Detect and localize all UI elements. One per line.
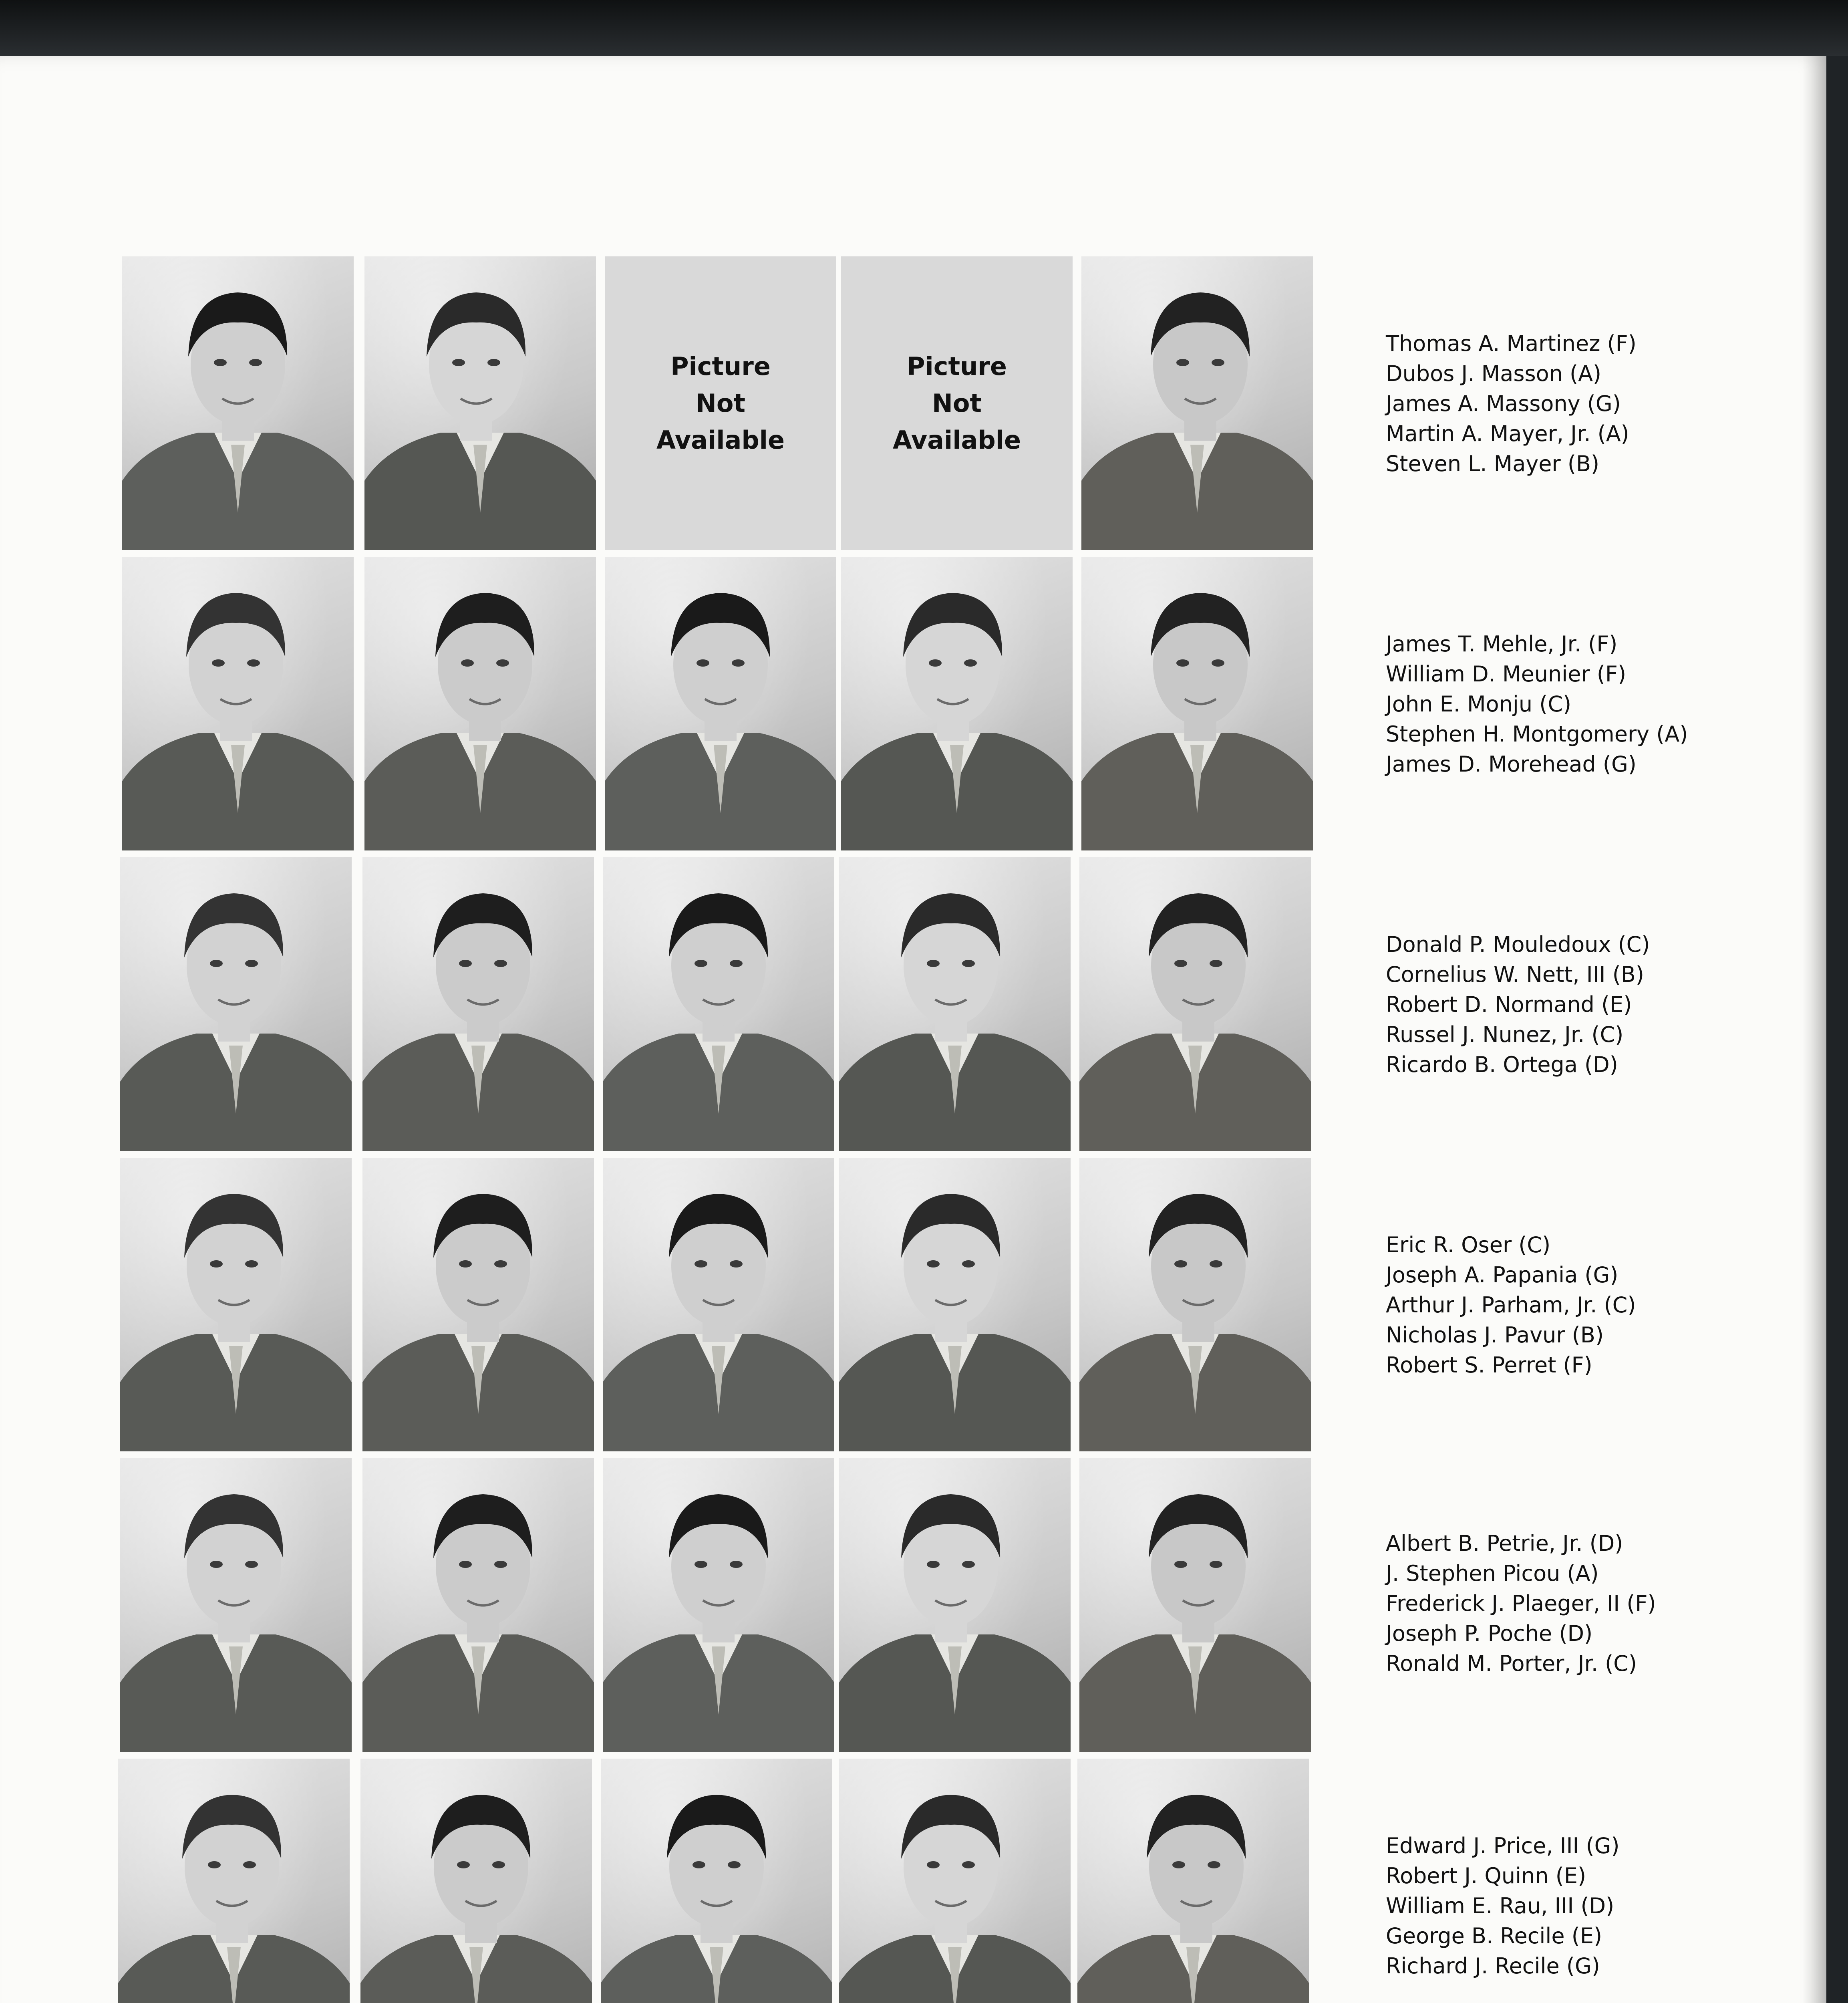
student-name: James D. Morehead (G): [1386, 752, 1637, 777]
student-portrait: [841, 557, 1073, 850]
student-portrait: [1079, 857, 1311, 1151]
student-name: James T. Mehle, Jr. (F): [1386, 631, 1618, 657]
student-portrait: [603, 1458, 834, 1752]
student-portrait: [362, 1458, 594, 1752]
student-name: Robert J. Quinn (E): [1386, 1863, 1586, 1888]
name-caption-block: [1386, 1831, 1746, 1981]
student-name: Russel J. Nunez, Jr. (C): [1386, 1022, 1624, 1047]
student-portrait: [1079, 1458, 1311, 1752]
placeholder-line: Not: [932, 388, 982, 418]
student-name: Stephen H. Montgomery (A): [1386, 721, 1688, 747]
student-name: Martin A. Mayer, Jr. (A): [1386, 421, 1629, 446]
name-caption-block: [1386, 929, 1746, 1080]
student-portrait: [1077, 1759, 1309, 2003]
name-caption-block: [1386, 1230, 1746, 1380]
placeholder-line: Picture: [907, 351, 1007, 381]
student-portrait: [120, 1158, 352, 1451]
picture-not-available-placeholder: [605, 256, 836, 550]
student-portrait: [122, 256, 354, 550]
student-portrait: [364, 557, 596, 850]
student-name: Robert S. Perret (F): [1386, 1352, 1592, 1378]
student-portrait: [603, 1158, 834, 1451]
student-name: Ricardo B. Ortega (D): [1386, 1052, 1618, 1077]
student-name: James A. Massony (G): [1386, 391, 1621, 416]
student-name: William E. Rau, III (D): [1386, 1893, 1614, 1918]
student-portrait: [839, 1458, 1071, 1752]
student-portrait: [603, 857, 834, 1151]
picture-not-available-placeholder: [841, 256, 1073, 550]
scan-top-edge: [0, 0, 1848, 56]
placeholder-text: [893, 348, 1021, 459]
student-portrait: [839, 1158, 1071, 1451]
student-name: John E. Monju (C): [1386, 691, 1572, 717]
placeholder-line: Not: [695, 388, 746, 418]
name-caption-block: [1386, 1528, 1746, 1679]
student-portrait: [1079, 1158, 1311, 1451]
placeholder-line: Available: [656, 425, 785, 455]
student-portrait: [364, 256, 596, 550]
student-portrait: [839, 1759, 1071, 2003]
student-portrait: [360, 1759, 592, 2003]
student-name: Frederick J. Plaeger, II (F): [1386, 1591, 1656, 1616]
student-name: Joseph A. Papania (G): [1386, 1262, 1619, 1288]
student-name: William D. Meunier (F): [1386, 661, 1627, 687]
student-name: J. Stephen Picou (A): [1386, 1561, 1599, 1586]
student-portrait: [362, 1158, 594, 1451]
student-name: Robert D. Normand (E): [1386, 992, 1632, 1017]
student-portrait: [839, 857, 1071, 1151]
student-name: Richard J. Recile (G): [1386, 1953, 1600, 1979]
student-portrait: [120, 1458, 352, 1752]
student-name: Nicholas J. Pavur (B): [1386, 1322, 1604, 1348]
student-portrait: [120, 857, 352, 1151]
placeholder-line: Picture: [670, 351, 771, 381]
student-name: Steven L. Mayer (B): [1386, 451, 1600, 476]
name-caption-block: [1386, 629, 1746, 779]
student-name: Edward J. Price, III (G): [1386, 1833, 1620, 1858]
student-portrait: [1081, 256, 1313, 550]
placeholder-text: [656, 348, 785, 459]
student-name: Joseph P. Poche (D): [1386, 1621, 1593, 1646]
name-caption-block: [1386, 328, 1746, 479]
student-portrait: [1081, 557, 1313, 850]
student-portrait: [122, 557, 354, 850]
student-portrait: [605, 557, 836, 850]
student-name: George B. Recile (E): [1386, 1923, 1602, 1949]
student-portrait: [118, 1759, 350, 2003]
student-portrait: [601, 1759, 832, 2003]
student-name: Albert B. Petrie, Jr. (D): [1386, 1531, 1623, 1556]
student-name: Ronald M. Porter, Jr. (C): [1386, 1651, 1637, 1676]
student-name: Donald P. Mouledoux (C): [1386, 932, 1650, 957]
student-name: Cornelius W. Nett, III (B): [1386, 962, 1644, 987]
student-name: Arthur J. Parham, Jr. (C): [1386, 1292, 1636, 1318]
placeholder-line: Available: [892, 425, 1021, 455]
student-portrait: [362, 857, 594, 1151]
student-name: Dubos J. Masson (A): [1386, 361, 1602, 386]
student-name: Thomas A. Martinez (F): [1386, 331, 1637, 356]
student-name: Eric R. Oser (C): [1386, 1232, 1551, 1257]
